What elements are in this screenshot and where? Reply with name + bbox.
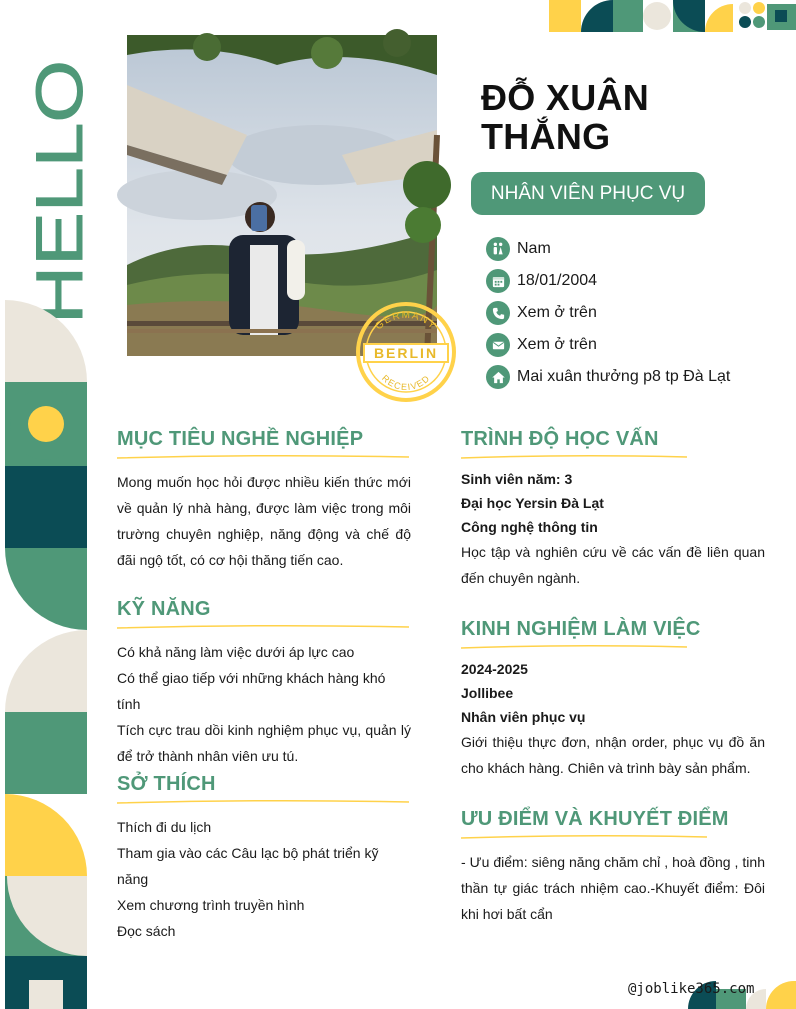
strengths-title: ƯU ĐIỂM VÀ KHUYẾT ĐIỂM <box>461 808 729 830</box>
education-major: Công nghệ thông tin <box>461 519 598 535</box>
contact-email-value: Xem ở trên <box>517 336 597 353</box>
hello-vertical-text <box>22 58 96 326</box>
svg-text:GERMANY <box>373 310 438 332</box>
contact-address <box>486 361 786 393</box>
svg-text:RECEIVED <box>380 373 432 392</box>
skills-section <box>117 598 411 769</box>
strengths-section <box>461 808 765 927</box>
section-underline <box>461 644 687 650</box>
experience-position: Nhân viên phục vụ <box>461 709 586 725</box>
left-decoration-strip <box>5 300 87 1009</box>
contact-gender-value: Nam <box>517 240 551 257</box>
hobby-item: Xem chương trình truyền hình <box>117 897 305 913</box>
experience-title: KINH NGHIỆM LÀM VIỆC <box>461 618 701 640</box>
contact-address-value: Mai xuân thưởng p8 tp Đà Lạt <box>517 368 731 385</box>
footer-handle[interactable]: @joblike365.com <box>628 981 755 997</box>
name-line-1: ĐỖ XUÂN <box>481 77 650 118</box>
hobby-item: Tham gia vào các Câu lạc bộ phát triển kỹ năng <box>117 845 379 887</box>
experience-description: Giới thiệu thực đơn, nhận order, phục vụ đồ ăn cho khách hàng. Chiên và trình bày sản phẩm. <box>461 734 765 776</box>
education-title: TRÌNH ĐỘ HỌC VẤN <box>461 428 659 450</box>
hello-text: HELLO <box>22 107 96 324</box>
contact-list <box>486 233 786 393</box>
candidate-name <box>481 78 781 156</box>
stamp-middle-text: BERLIN <box>373 345 439 361</box>
skill-item: Có thể giao tiếp với những khách hàng khó tính <box>117 670 386 712</box>
berlin-stamp <box>352 300 460 404</box>
experience-section <box>461 618 765 781</box>
phone-icon <box>486 301 510 325</box>
section-underline <box>117 454 409 460</box>
gender-icon <box>486 237 510 261</box>
hobbies-section <box>117 773 411 944</box>
objective-text: Mong muốn học hỏi được nhiều kiến thức mới về quản lý nhà hàng, được làm việc trong môi trường chuyên nghiệp, năng động và chế độ đãi ngộ tốt, có cơ hội thăng tiến cao. <box>117 474 411 568</box>
hobby-item: Thích đi du lịch <box>117 819 212 835</box>
objective-title: MỤC TIÊU NGHỀ NGHIỆP <box>117 428 364 450</box>
job-title-badge: NHÂN VIÊN PHỤC VỤ <box>471 172 705 215</box>
education-school: Đại học Yersin Đà Lạt <box>461 495 604 511</box>
hobbies-title: SỞ THÍCH <box>117 773 216 795</box>
section-underline <box>117 624 409 630</box>
calendar-icon <box>486 269 510 293</box>
home-icon <box>486 365 510 389</box>
contact-email <box>486 329 786 361</box>
skills-title: KỸ NĂNG <box>117 598 211 620</box>
strengths-text: - Ưu điểm: siêng năng chăm chỉ , hoà đồng , tinh thần tự giác trách nhiệm cao.-Khuyết điểm: Đôi khi hơi bất cẩn <box>461 854 765 922</box>
objective-section <box>117 428 411 573</box>
contact-gender <box>486 233 786 265</box>
education-description: Học tập và nghiên cứu về các vấn đề liên quan đến chuyên ngành. <box>461 544 765 586</box>
contact-birthday <box>486 265 786 297</box>
section-underline <box>461 834 707 840</box>
experience-period: 2024-2025 <box>461 661 528 677</box>
section-underline <box>117 799 409 805</box>
stamp-bottom-text: RECEIVED <box>380 372 432 393</box>
top-decoration-band <box>549 0 796 32</box>
skill-item: Tích cực trau dồi kinh nghiệm phục vụ, quản lý để trở thành nhân viên ưu tú. <box>117 722 411 764</box>
education-section <box>461 428 765 591</box>
education-level: Sinh viên năm: 3 <box>461 471 573 487</box>
skill-item: Có khả năng làm việc dưới áp lực cao <box>117 644 355 660</box>
hobby-item: Đọc sách <box>117 923 176 939</box>
stamp-top-text: GERMANY <box>373 309 439 333</box>
contact-phone-value: Xem ở trên <box>517 304 597 321</box>
experience-company: Jollibee <box>461 685 514 701</box>
mail-icon <box>486 333 510 357</box>
name-line-2: THẮNG <box>481 116 611 157</box>
contact-birthday-value: 18/01/2004 <box>517 272 598 289</box>
section-underline <box>461 454 687 460</box>
contact-phone <box>486 297 786 329</box>
